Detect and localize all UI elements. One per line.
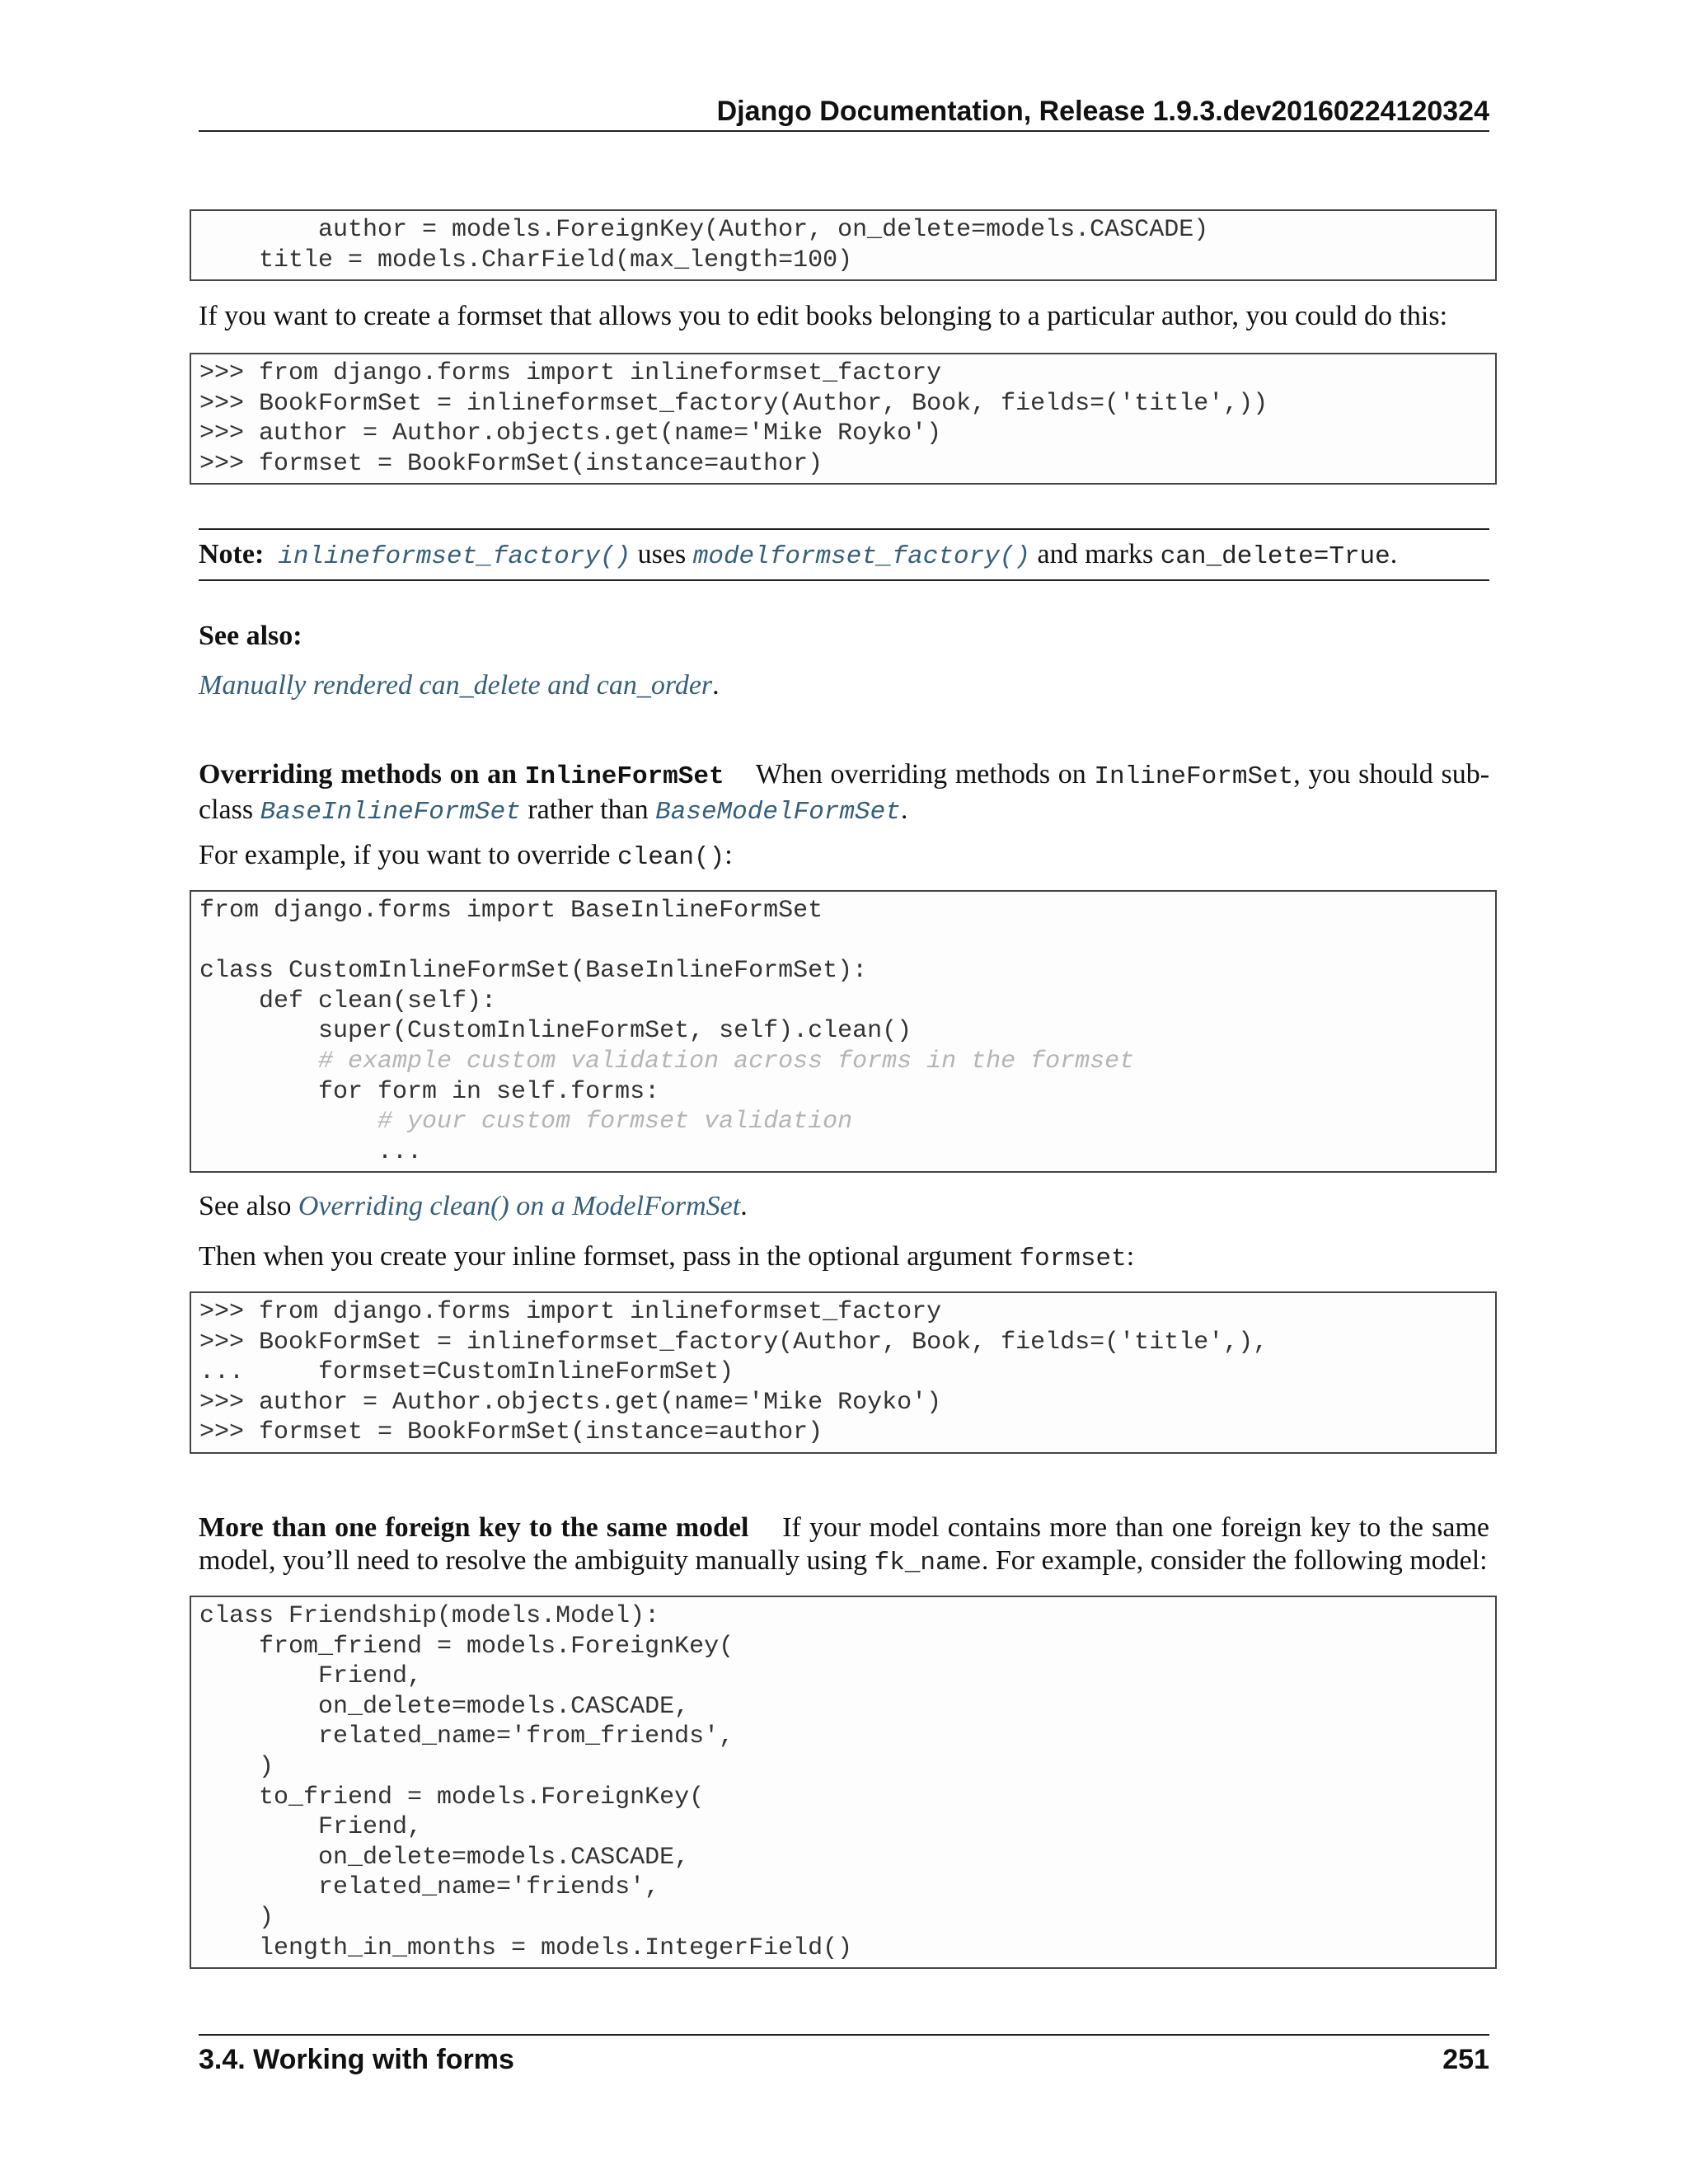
- header-title: Django Documentation, Release 1.9.3.dev20160224120324: [716, 96, 1489, 127]
- code-line: >>> author = Author.objects.get(name='Mike Royko'): [199, 1388, 942, 1417]
- code-line: Friend,: [199, 1813, 423, 1842]
- code-line: length_in_months = models.IntegerField(): [199, 1933, 853, 1962]
- example-paragraph: For example, if you want to override clean():: [199, 840, 733, 872]
- code-line: on_delete=models.CASCADE,: [199, 1843, 690, 1872]
- code-line: >>> BookFormSet = inlineformset_factory(Author, Book, fields=('title',),: [199, 1328, 1268, 1357]
- code-block-friendship: [190, 1596, 1497, 1969]
- override-text-c: rather than: [528, 794, 649, 825]
- example-code: clean(): [617, 843, 725, 872]
- basemodelformset-link[interactable]: BaseModelFormSet: [655, 798, 901, 827]
- override-code: InlineFormSet: [1094, 762, 1294, 791]
- overriding-heading: Overriding methods on an InlineFormSet: [199, 759, 724, 791]
- note-text-uses: uses: [637, 539, 687, 569]
- code-line: on_delete=models.CASCADE,: [199, 1692, 690, 1721]
- code-line: related_name='from_friends',: [199, 1722, 734, 1751]
- note-end: .: [1390, 539, 1398, 569]
- then-paragraph: Then when you create your inline formset, pass in the optional argument formset:: [199, 1241, 1135, 1273]
- running-header: [199, 92, 1489, 132]
- code-custom-class: [199, 896, 1487, 1167]
- code-line: super(CustomInlineFormSet, self).clean(): [199, 1017, 912, 1046]
- code-line: related_name='friends',: [199, 1873, 660, 1902]
- note-text-and: and marks: [1037, 539, 1154, 569]
- code-line: def clean(self):: [199, 987, 497, 1015]
- note-label: Note:: [199, 539, 265, 569]
- see-also-content: [199, 669, 1489, 702]
- code-block-custom-class: [190, 890, 1497, 1173]
- note-box: [199, 528, 1489, 581]
- code-line: >>> BookFormSet = inlineformset_factory(Author, Book, fields=('title',)): [199, 389, 1268, 418]
- overriding-clean-link[interactable]: Overriding clean() on a ModelFormSet: [298, 1191, 741, 1221]
- code-line: >>> from django.forms import inlineformset_factory: [199, 1298, 942, 1326]
- override-text-b: , you should sub-class: [199, 759, 1490, 825]
- code-comment-line: # your custom formset validation: [199, 1108, 853, 1137]
- footer-section: 3.4. Working with forms: [199, 2044, 514, 2075]
- note-code: can_delete=True: [1160, 542, 1390, 571]
- see-also-end: .: [712, 670, 720, 701]
- modelformset-factory-link[interactable]: modelformset_factory(): [692, 542, 1031, 571]
- intro-paragraph: If you want to create a formset that allows you to edit books belonging to a particular author, you could do this:: [199, 301, 1448, 331]
- code-line: Friend,: [199, 1662, 423, 1691]
- code-line: author = models.ForeignKey(Author, on_delete=models.CASCADE): [259, 216, 1209, 244]
- page-number: 251: [1442, 2044, 1489, 2075]
- code-line: from django.forms import BaseInlineFormSet: [199, 897, 823, 925]
- code-line: class CustomInlineFormSet(BaseInlineFormSet):: [199, 957, 868, 986]
- see-also-2-paragraph: See also Overriding clean() on a ModelFormSet.: [199, 1191, 748, 1221]
- manually-rendered-link[interactable]: Manually rendered can_delete and can_order: [199, 670, 713, 701]
- overriding-paragraph: [199, 758, 1489, 829]
- then-code: formset: [1019, 1244, 1127, 1273]
- code-line: >>> formset = BookFormSet(instance=author): [199, 1418, 823, 1447]
- code-line: title = models.CharField(max_length=100): [199, 246, 853, 274]
- code-comment-line: # example custom validation across forms in the formset: [199, 1047, 1135, 1076]
- fk-text-b: . For example, consider the following model:: [981, 1545, 1488, 1576]
- code-line: to_friend = models.ForeignKey(: [199, 1783, 705, 1811]
- code-line: >>> formset = BookFormSet(instance=author): [199, 449, 823, 478]
- code-line: ): [199, 1903, 274, 1932]
- override-text-d: .: [900, 794, 908, 825]
- fk-heading: More than one foreign key to the same model: [199, 1512, 749, 1543]
- code-block-inline-custom: [190, 1291, 1497, 1454]
- code-models-tail: [199, 215, 1487, 275]
- code-line: for form in self.forms:: [199, 1077, 660, 1106]
- fk-paragraph: [199, 1511, 1489, 1580]
- code-line: ): [199, 1752, 274, 1781]
- inlineformset-factory-link[interactable]: inlineformset_factory(): [278, 542, 631, 571]
- code-line: >>> from django.forms import inlineformset_factory: [199, 359, 942, 387]
- code-friendship: [199, 1601, 1487, 1963]
- see-also-block: [199, 620, 1489, 653]
- code-line: from_friend = models.ForeignKey(: [199, 1632, 734, 1661]
- code-inline-custom: [199, 1297, 1487, 1448]
- baseinlineformset-link[interactable]: BaseInlineFormSet: [260, 798, 521, 827]
- fk-code: fk_name: [874, 1549, 982, 1577]
- code-block-inline-basic: [190, 353, 1497, 485]
- see-also-label: See also:: [199, 621, 302, 651]
- code-line: >>> author = Author.objects.get(name='Mike Royko'): [199, 419, 942, 448]
- code-inline-basic: [199, 359, 1487, 479]
- code-line: ... formset=CustomInlineFormSet): [199, 1358, 734, 1387]
- fk-text-a: If your model contains more than one foreign key to the same model, you’ll need to resolve the ambiguity manually using: [199, 1512, 1490, 1576]
- override-text-a: When overriding methods on: [755, 759, 1086, 790]
- running-footer: [199, 2034, 1489, 2076]
- code-line: class Friendship(models.Model):: [199, 1602, 660, 1630]
- code-line: ...: [199, 1137, 423, 1166]
- code-block-models-tail: [190, 209, 1497, 281]
